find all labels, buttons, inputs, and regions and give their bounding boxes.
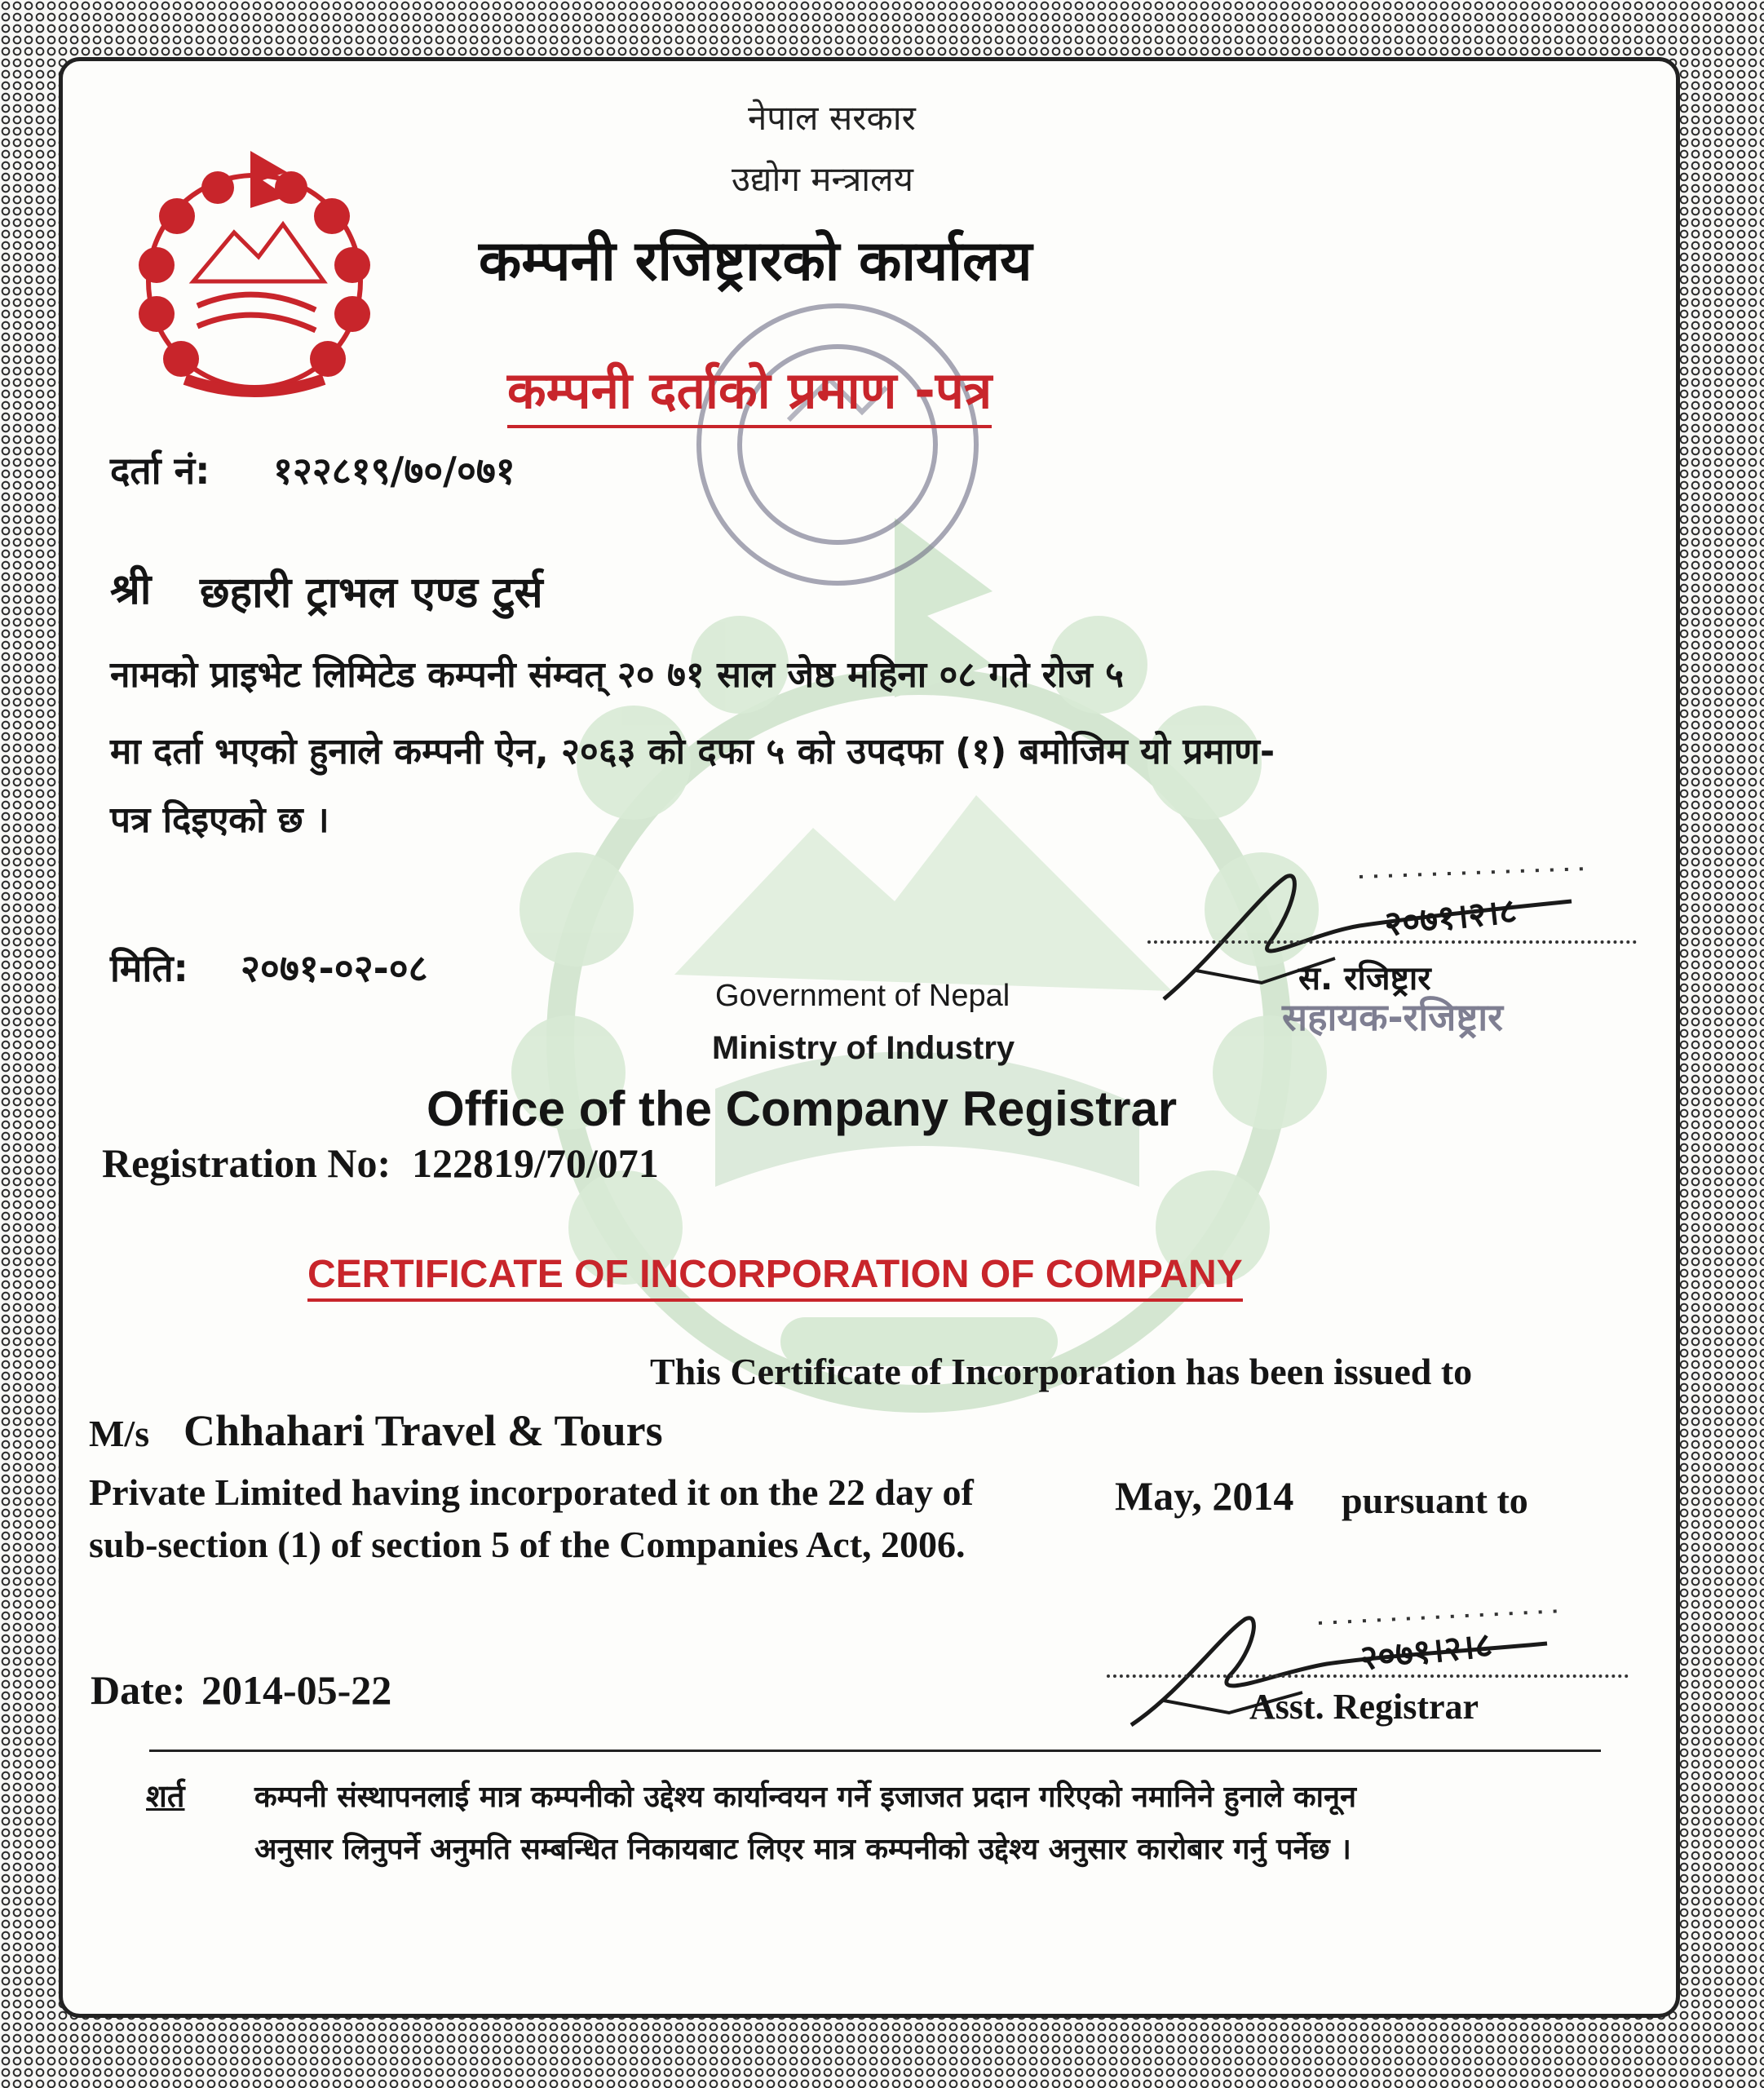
- conditions-rule: [149, 1750, 1601, 1752]
- en-signature-line: [1107, 1674, 1629, 1678]
- en-government: Government of Nepal: [715, 979, 1010, 1013]
- en-reg-value: 122819/70/071: [412, 1140, 659, 1186]
- np-signatory-title: स. रजिष्ट्रार: [1298, 960, 1431, 998]
- en-signatory-title: Asst. Registrar: [1249, 1687, 1479, 1727]
- en-ministry: Ministry of Industry: [712, 1030, 1015, 1066]
- np-office-title: कम्पनी रजिष्ट्रारको कार्यालय: [479, 229, 1032, 294]
- en-ms: M/s: [89, 1413, 150, 1454]
- np-assistant-stamp: सहायक-रजिष्ट्रार: [1282, 995, 1503, 1039]
- certificate-paper: [59, 57, 1680, 2018]
- en-date-value: 2014-05-22: [201, 1667, 392, 1713]
- np-company-name: छहारी ट्राभल एण्ड टुर्स: [200, 568, 543, 617]
- en-date-label: Date:: [91, 1667, 186, 1713]
- en-sign-date: २०७१।२।८: [1357, 1624, 1495, 1679]
- en-incorporation-text: Private Limited having incorporated it on the 22 day of: [89, 1471, 974, 1513]
- np-date-label: मिति:: [110, 946, 188, 990]
- np-body-line-3: पत्र दिइएको छ ।: [110, 799, 329, 841]
- office-stamp-seal: [666, 290, 1009, 599]
- np-date-value: २०७१-०२-०८: [241, 946, 428, 990]
- np-body-line-1: नामको प्राइभेट लिमिटेड कम्पनी संम्वत् २० ७१ साल जेष्ठ महिना ०८ गते रोज ५: [110, 654, 1124, 696]
- en-certificate-title: CERTIFICATE OF INCORPORATION OF COMPANY: [307, 1252, 1243, 1302]
- np-government: नेपाल सरकार: [748, 98, 916, 138]
- np-ministry: उद्योग मन्त्रालय: [732, 159, 914, 199]
- np-sign-date: २०७१।२।८: [1382, 890, 1519, 944]
- en-issued-line: This Certificate of Incorporation has been issued to: [650, 1351, 1473, 1392]
- en-company-name: Chhahari Travel & Tours: [183, 1406, 663, 1455]
- en-incorporation-month-year: May, 2014: [1115, 1473, 1294, 1519]
- conditions-label: शर्त: [146, 1778, 185, 1814]
- np-shree: श्री: [110, 565, 152, 614]
- np-reg-value: १२२८१९/७०/०७१: [273, 449, 515, 493]
- np-reg-label: दर्ता नं:: [110, 449, 210, 493]
- np-body-line-2: मा दर्ता भएको हुनाले कम्पनी ऐन, २०६३ को दफा ५ को उपदफा (१) बमोजिम यो प्रमाण-: [110, 731, 1275, 772]
- conditions-line-2: अनुसार लिनुपर्ने अनुमति सम्बन्धित निकायबाट लिएर मात्र कम्पनीको उद्देश्य अनुसार कारोबार गर्नु पर्नेछ ।: [254, 1833, 1351, 1866]
- en-subsection-text: sub-section (1) of section 5 of the Companies Act, 2006.: [89, 1524, 966, 1565]
- np-signature-line: [1147, 940, 1637, 944]
- en-office-title: Office of the Company Registrar: [427, 1082, 1178, 1136]
- nepal-emblem: [120, 143, 389, 412]
- np-certificate-title: कम्पनी दर्ताको प्रमाण -पत्र: [507, 355, 992, 428]
- conditions-line-1: कम्पनी संस्थापनलाई मात्र कम्पनीको उद्देश्य कार्यान्वयन गर्ने इजाजत प्रदान गरिएको नमानिने हुनाले कानून: [254, 1781, 1356, 1814]
- en-pursuant-to: pursuant to: [1342, 1480, 1528, 1521]
- en-reg-label: Registration No:: [102, 1140, 391, 1186]
